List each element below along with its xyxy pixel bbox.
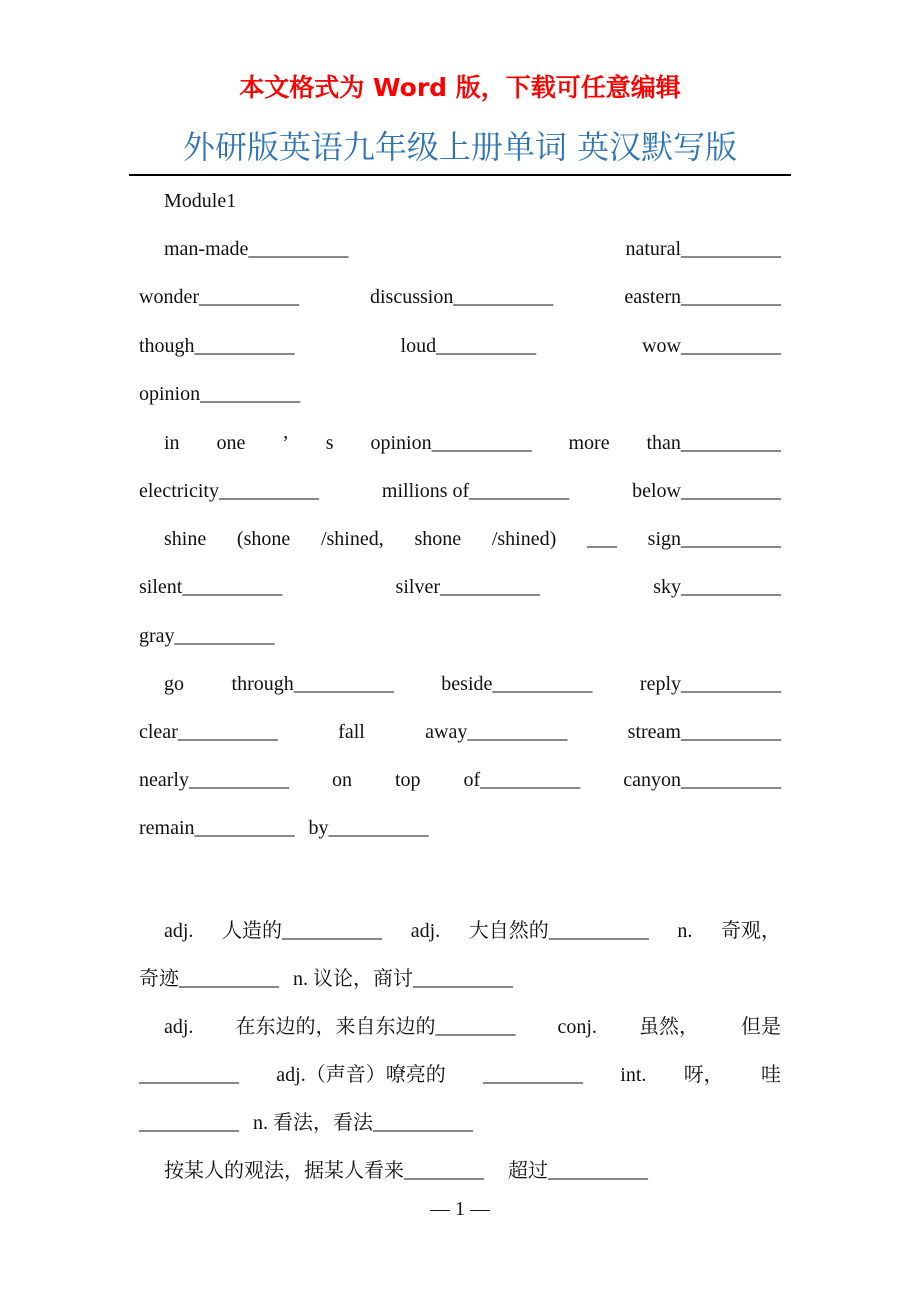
vocab-segment: n.: [677, 920, 693, 942]
vocab-segment: 呀，: [683, 1064, 724, 1086]
vocab-segment: opinion__________: [139, 383, 301, 405]
vocab-segment: go: [164, 673, 184, 695]
page-number: — 1 —: [430, 1198, 490, 1220]
vocab-segment: ___: [586, 528, 617, 550]
vocab-segment: 超过__________: [498, 1160, 648, 1182]
vocab-segment: clear__________: [139, 721, 278, 743]
vocab-segment: adj.（声音）嘹亮的: [276, 1064, 446, 1086]
vocab-segment: 哇: [760, 1064, 781, 1086]
vocab-line: [139, 480, 781, 510]
vocab-segment: top: [394, 769, 421, 791]
vocab-line: [139, 286, 781, 316]
vocab-segment: /shined,: [320, 528, 384, 550]
vocab-segment: 奇观，: [721, 920, 781, 942]
vocab-segment: remain__________: [139, 817, 295, 839]
vocab-line: [139, 721, 781, 751]
vocab-segment: on: [331, 769, 352, 791]
vocab-line: [139, 576, 781, 606]
vocab-segment: below__________: [632, 480, 781, 502]
vocab-segment: nearly__________: [139, 769, 289, 791]
vocab-segment: shone: [414, 528, 462, 550]
vocab-segment: ’: [282, 432, 289, 454]
vocab-segment: one: [216, 432, 246, 454]
vocab-segment: adj.: [164, 920, 194, 942]
vocab-line: [164, 1154, 781, 1184]
vocab-line: [139, 817, 781, 847]
vocab-segment: gray__________: [139, 625, 275, 647]
vocab-line: [164, 528, 781, 558]
vocab-line: [164, 190, 781, 220]
vocab-segment: reply__________: [639, 673, 781, 695]
vocab-segment: (shone: [236, 528, 291, 550]
vocab-segment: silver__________: [395, 576, 540, 598]
vocab-segment: through__________: [231, 673, 394, 695]
vocab-segment: of__________: [463, 769, 581, 791]
vocab-line: [139, 1058, 781, 1088]
vocab-segment: man-made__________: [164, 238, 349, 260]
vocab-segment: shine: [164, 528, 207, 550]
vocab-segment: 虽然，: [638, 1016, 699, 1038]
vocab-segment: 但是: [741, 1016, 781, 1038]
vocab-segment: electricity__________: [139, 480, 319, 502]
vocab-line: [139, 1106, 781, 1136]
vocab-segment: /shined): [491, 528, 557, 550]
vocab-line: [139, 383, 781, 413]
vocab-line: [139, 335, 781, 365]
vocab-segment: int.: [620, 1064, 647, 1086]
vocab-segment: opinion__________: [370, 432, 532, 454]
vocab-segment: adj.: [410, 920, 441, 942]
vocab-line: [164, 914, 781, 944]
vocab-segment: canyon__________: [623, 769, 781, 791]
vocab-segment: beside__________: [441, 673, 593, 695]
vocab-line: [139, 962, 781, 992]
vocab-segment: 在东边的，来自东边的________: [235, 1016, 516, 1038]
vocab-line: [164, 432, 781, 462]
vocab-segment: 大自然的__________: [468, 920, 649, 942]
vocab-segment: millions of__________: [381, 480, 570, 502]
editable-notice: 本文格式为 Word 版，下载可任意编辑: [239, 73, 681, 102]
vocab-segment: discussion__________: [370, 286, 554, 308]
vocab-segment: __________: [139, 1112, 239, 1134]
vocab-segment: __________: [139, 1064, 239, 1086]
vocab-segment: wow__________: [642, 335, 781, 357]
vocab-segment: though__________: [139, 335, 295, 357]
vocab-segment: than__________: [646, 432, 781, 454]
vocab-segment: loud__________: [400, 335, 537, 357]
vocab-segment: eastern__________: [624, 286, 781, 308]
document-title: 外研版英语九年级上册单词 英汉默写版: [182, 128, 738, 166]
vocab-line: [164, 673, 781, 703]
vocab-segment: s: [325, 432, 334, 454]
vocab-segment: n. 看法，看法__________: [253, 1112, 473, 1134]
vocab-segment: Module1: [164, 190, 237, 212]
vocab-segment: wonder__________: [139, 286, 299, 308]
vocab-segment: __________: [483, 1064, 583, 1086]
vocab-segment: 人造的__________: [222, 920, 383, 942]
vocab-line: [164, 1010, 781, 1040]
vocab-segment: in: [164, 432, 180, 454]
vocab-segment: adj.: [164, 1016, 194, 1038]
vocab-segment: sign__________: [647, 528, 781, 550]
vocab-segment: silent__________: [139, 576, 283, 598]
vocab-segment: n. 议论，商讨__________: [293, 968, 513, 990]
vocab-segment: stream__________: [627, 721, 781, 743]
vocab-line: [164, 238, 781, 268]
vocab-segment: sky__________: [653, 576, 781, 598]
vocab-line: [139, 769, 781, 799]
vocab-segment: 奇迹__________: [139, 968, 279, 990]
vocab-line: [139, 625, 781, 655]
title-divider: [129, 174, 791, 176]
vocab-segment: 按某人的观法，据某人看来________: [164, 1160, 484, 1182]
vocab-segment: away__________: [425, 721, 568, 743]
vocab-segment: natural__________: [625, 238, 781, 260]
vocab-segment: by__________: [308, 817, 429, 839]
vocab-segment: conj.: [557, 1016, 597, 1038]
vocab-segment: fall: [338, 721, 365, 743]
vocab-segment: more: [568, 432, 610, 454]
